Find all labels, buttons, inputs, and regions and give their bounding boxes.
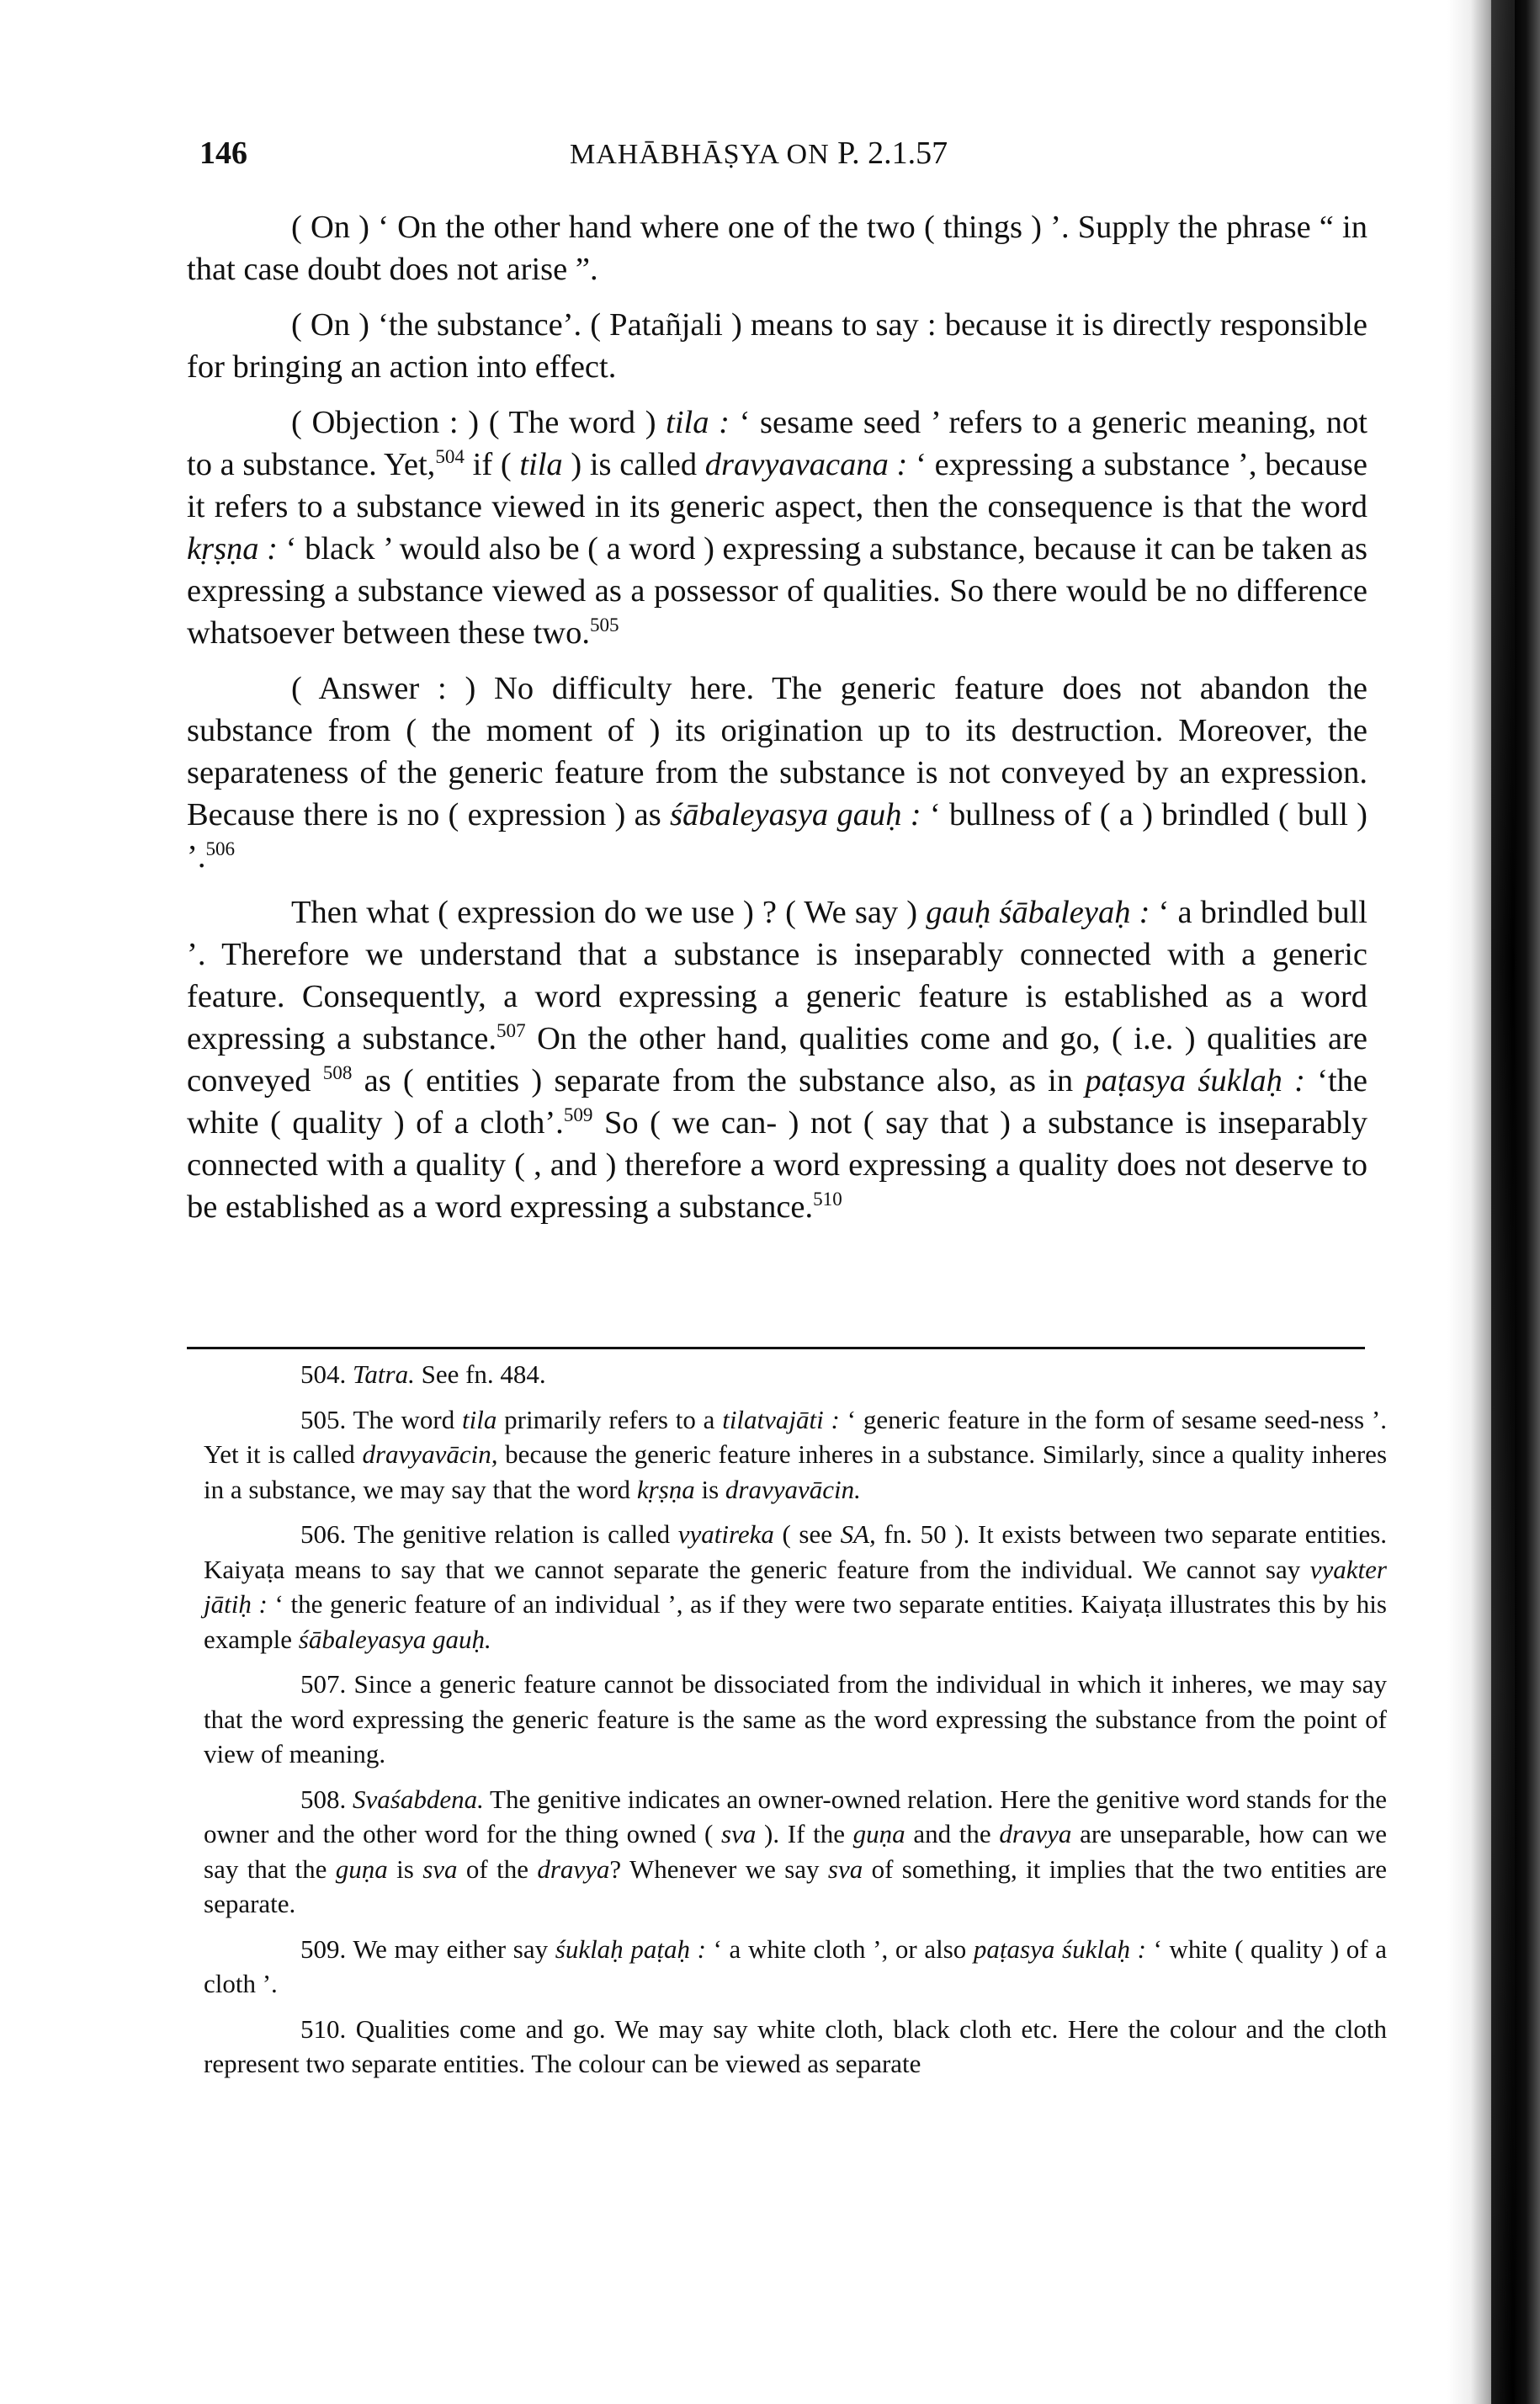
text-run: ‘ a brindled bull ’. Therefore we understand that a substance is inseparably connected with a generic feature. Consequently, a word expressing a generic feature is established as a word expressing a substance. — [187, 895, 1367, 1056]
sanskrit-term: śābaleyasya gauḥ. — [298, 1624, 491, 1654]
text-run: ( Answer : ) No difficulty here. The generic feature does not abandon the substance from ( the moment of ) its origination up to its destruction. Moreover, the separateness of the generic feature from the substance is not conveyed by an expression. Because there is no ( expression ) as — [187, 671, 1367, 832]
footnote — [204, 2012, 1387, 2082]
sanskrit-term: guṇa — [335, 1854, 388, 1884]
footnote-reference: 508 — [322, 1061, 353, 1084]
sanskrit-term: sva — [827, 1854, 863, 1884]
text-run: 504. — [300, 1359, 353, 1389]
body-paragraph — [187, 402, 1367, 654]
text-run: ? Whenever we say — [609, 1854, 828, 1884]
sanskrit-term: paṭasya śuklaḥ : — [1085, 1063, 1305, 1098]
text-run: 509. We may either say — [300, 1933, 555, 1964]
text-run: 506. The genitive relation is called — [300, 1519, 678, 1549]
footnote-reference: 504 — [435, 445, 465, 468]
footnotes — [204, 1357, 1387, 2092]
text-run: is — [694, 1474, 725, 1504]
footnote — [204, 1402, 1387, 1508]
sanskrit-term: dravyavācin, — [362, 1439, 498, 1469]
sanskrit-term: paṭasya śuklaḥ : — [973, 1933, 1146, 1964]
text-run: ‘the white ( quality ) of a cloth’. — [187, 1063, 1368, 1141]
sanskrit-term: śuklaḥ paṭaḥ : — [555, 1933, 706, 1964]
footnote — [204, 1932, 1387, 2002]
sanskrit-term: tila — [462, 1404, 497, 1434]
sanskrit-term: gauḥ śābaleyaḥ : — [926, 895, 1150, 930]
text-run: ) is called — [562, 447, 705, 482]
footnote — [204, 1782, 1387, 1922]
scanned-binding-shadow — [1491, 0, 1515, 2404]
body-paragraph — [187, 891, 1367, 1228]
text-run: ‘ white ( quality ) of a cloth ’. — [204, 1933, 1387, 1998]
footnote-reference: 509 — [563, 1104, 593, 1126]
footnote — [204, 1517, 1387, 1657]
footnote-reference: 507 — [496, 1019, 526, 1042]
text-run: ( On ) ‘ On the other hand where one of the two ( things ) ’. Supply the phrase “ in that case doubt does not arise ”. — [187, 210, 1367, 287]
footnote — [204, 1357, 1387, 1392]
sanskrit-term: Tatra. — [353, 1359, 415, 1389]
sanskrit-term: SA, — [840, 1519, 876, 1549]
text-run: and the — [905, 1819, 1000, 1848]
sanskrit-term: guṇa — [852, 1819, 905, 1848]
footnote — [204, 1667, 1387, 1772]
sanskrit-term: kṛṣṇa — [636, 1474, 695, 1504]
sanskrit-term: śābaleyasya gauḥ : — [670, 797, 921, 832]
text-run: ‘ black ’ would also be ( a word ) expressing a substance, because it can be taken as expressing a substance viewed as a possessor of qualities. So there would be no difference whatsoever between these two. — [187, 531, 1368, 651]
running-title — [570, 135, 948, 172]
text-run: Then what ( expression do we use ) ? ( We say ) — [291, 895, 927, 930]
sanskrit-term: kṛṣṇa : — [187, 531, 279, 566]
running-title-reference: P. 2.1.57 — [837, 136, 948, 171]
text-run: 510. Qualities come and go. We may say white cloth, black cloth etc. Here the colour and the cloth represent two separate entities. The colour can be viewed as separate — [204, 2013, 1387, 2078]
text-run: fn. 50 ). It exists between two separate entities. Kaiyaṭa means to say that we cannot separate the generic feature from the individual. We cannot say — [204, 1519, 1388, 1584]
text-run: On the other hand, qualities come and go, ( i.e. ) qualities are conveyed — [187, 1021, 1367, 1098]
text-run: if ( — [464, 447, 520, 482]
text-run: 508. — [300, 1784, 353, 1814]
text-run: 505. The word — [300, 1404, 463, 1434]
sanskrit-term: sva — [422, 1854, 458, 1884]
running-title-work: MAHĀBHĀṢYA ON — [570, 139, 830, 170]
text-run: ( see — [773, 1519, 841, 1549]
footnote-reference: 510 — [813, 1188, 842, 1210]
sanskrit-term: dravya — [999, 1819, 1072, 1848]
body-paragraph — [187, 667, 1367, 878]
text-run: See fn. 484. — [414, 1359, 546, 1389]
body-paragraph — [187, 304, 1367, 388]
text-run: as ( entities ) separate from the substance also, as in — [352, 1063, 1086, 1098]
footnote-divider — [187, 1347, 1365, 1349]
sanskrit-term: vyakter jātiḥ : — [204, 1554, 1387, 1619]
footnote-reference: 505 — [589, 614, 619, 636]
text-run: because the generic feature inheres in a substance. Similarly, since a quality inheres in a substance, we may say that the word — [204, 1439, 1388, 1504]
sanskrit-term: sva — [721, 1819, 757, 1848]
sanskrit-term: dravyavācin. — [725, 1474, 861, 1504]
sanskrit-term: Svaśabdena. — [353, 1784, 484, 1814]
text-run: of something, it implies that the two entities are separate. — [204, 1854, 1388, 1918]
page-number: 146 — [199, 136, 247, 171]
sanskrit-term: dravya — [537, 1854, 610, 1884]
text-run: primarily refers to a — [497, 1404, 723, 1434]
text-run: ‘ expressing a substance ’, because it refers to a substance viewed in its generic aspect, then the consequence is that the word — [187, 447, 1367, 524]
text-run: ‘ the generic feature of an individual ’, as if they were two separate entities. Kaiyaṭa illustrates this by his example — [204, 1589, 1387, 1654]
sanskrit-term: dravyavacana : — [704, 447, 908, 482]
text-run: ‘ generic feature in the form of sesame seed-ness ’. Yet it is called — [204, 1404, 1388, 1469]
text-run: ‘ sesame seed ’ refers to a generic meaning, not to a substance. Yet, — [187, 405, 1367, 482]
main-text — [187, 206, 1367, 1242]
text-run: ( On ) ‘the substance’. ( Patañjali ) means to say : because it is directly responsible for bringing an action into effect. — [187, 307, 1367, 385]
running-header — [199, 135, 1367, 177]
sanskrit-term: tila : — [666, 405, 730, 440]
text-run: of the — [457, 1854, 538, 1884]
text-run: ‘ bullness of ( a ) brindled ( bull ) ’. — [187, 797, 1368, 875]
text-run: is — [387, 1854, 423, 1884]
text-run: ‘ a white cloth ’, or also — [705, 1933, 974, 1964]
text-run: 507. Since a generic feature cannot be dissociated from the individual in which it inheres, we may say that the word expressing the generic feature is the same as the word expressing the substance from the point of view of meaning. — [204, 1669, 1387, 1768]
sanskrit-term: tilatvajāti : — [722, 1404, 840, 1434]
text-run: are unseparable, how can we say that the — [204, 1819, 1387, 1884]
text-run: The genitive indicates an owner-owned relation. Here the genitive word stands for the owner and the other word for the thing owned ( — [204, 1784, 1388, 1848]
text-run: So ( we can- ) not ( say that ) a substance is inseparably connected with a quality ( , and ) therefore a word expressing a quality does not deserve to be established as a word expressing a substance. — [187, 1105, 1367, 1225]
text-run: ). If the — [756, 1819, 853, 1848]
sanskrit-term: vyatireka — [677, 1519, 774, 1549]
footnote-reference: 506 — [205, 838, 236, 860]
body-paragraph — [187, 206, 1367, 290]
text-run: ( Objection : ) ( The word ) — [291, 405, 666, 440]
sanskrit-term: tila — [519, 447, 563, 482]
